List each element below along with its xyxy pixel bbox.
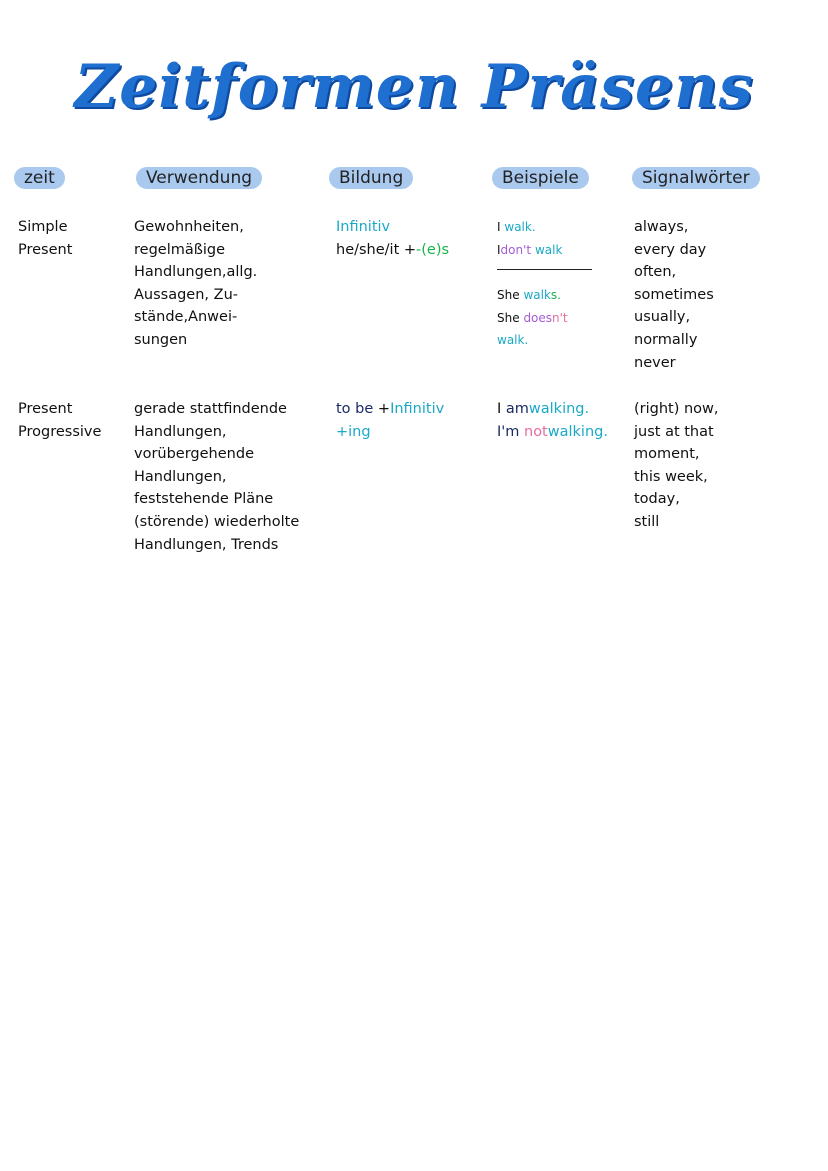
name-line: Simple — [18, 219, 68, 235]
simple-present-name — [18, 216, 72, 261]
bildung-tobe: to be — [336, 401, 374, 417]
signalwort: this week, — [634, 468, 708, 485]
verwendung-line: Handlungen, — [134, 468, 227, 485]
signalwort: still — [634, 513, 660, 530]
word: I'm — [497, 423, 520, 440]
verwendung-line: (störende) wiederholte — [134, 513, 300, 530]
name-line: Present — [18, 401, 73, 417]
verwendung-line: Handlungen, Trends — [134, 536, 279, 553]
bildung-plus: + — [377, 401, 391, 417]
verwendung-line: Handlungen, — [134, 423, 227, 440]
signalwort: sometimes — [634, 286, 714, 303]
bildung-suffix: -(e)s — [416, 241, 450, 258]
word: walk — [523, 288, 551, 302]
verwendung-line: gerade stattfindende — [134, 401, 287, 417]
verwendung-line: regelmäßige — [134, 241, 226, 258]
word: I — [497, 220, 501, 234]
name-line: Progressive — [18, 423, 102, 440]
header-zeit: zeit — [14, 167, 65, 189]
present-progressive-verwendung — [134, 398, 299, 556]
simple-present-bildung — [336, 216, 449, 261]
simple-present-signalwoerter — [634, 216, 714, 374]
word: not — [524, 423, 548, 440]
verwendung-line: sungen — [134, 331, 188, 348]
signalwort: (right) now, — [634, 401, 719, 417]
verwendung-line: Handlungen,allg. — [134, 264, 258, 281]
page-title: Zeitformen Präsens — [74, 52, 754, 122]
beispiel-line: walk. — [497, 333, 529, 348]
present-progressive-bildung — [336, 398, 444, 443]
signalwort: today, — [634, 491, 680, 508]
word: walk — [534, 242, 563, 257]
bildung-plus: + — [403, 241, 417, 258]
bildung-infinitiv: Infinitiv — [390, 401, 445, 417]
word: walking. — [547, 423, 608, 440]
verwendung-line: Gewohnheiten, — [134, 219, 244, 235]
header-verwendung: Verwendung — [136, 167, 262, 189]
word: walk. — [504, 220, 536, 234]
header-beispiele: Beispiele — [492, 167, 589, 189]
word: She — [497, 288, 520, 302]
present-progressive-signalwoerter — [634, 398, 719, 534]
word: She — [497, 310, 520, 325]
verwendung-line: feststehende Pläne — [134, 491, 274, 508]
beispiel-line — [497, 284, 568, 307]
bildung-subject: he/she/it — [336, 241, 400, 258]
signalwort: normally — [634, 331, 698, 348]
simple-present-verwendung — [134, 216, 257, 352]
bildung-line — [336, 398, 444, 421]
signalwort: usually, — [634, 309, 691, 326]
beispiel-line — [497, 421, 608, 444]
name-line: Present — [18, 241, 73, 258]
simple-present-beispiele — [497, 216, 562, 261]
word: n't — [552, 310, 568, 325]
bildung-line — [336, 239, 449, 262]
present-progressive-name — [18, 398, 101, 443]
bildung-line: +ing — [336, 423, 371, 440]
beispiel-line — [497, 398, 608, 421]
signalwort: moment, — [634, 446, 700, 463]
beispiel-line — [497, 307, 568, 330]
header-signalwoerter: Signalwörter — [632, 167, 760, 189]
verwendung-line: vorübergehende — [134, 446, 254, 463]
header-bildung: Bildung — [329, 167, 413, 189]
word: s. — [550, 288, 561, 302]
beispiel-line — [497, 216, 562, 239]
word: does — [523, 310, 553, 325]
word: I — [497, 401, 502, 417]
signalwort: often, — [634, 264, 677, 281]
signalwort: always, — [634, 219, 689, 235]
verwendung-line: Aussagen, Zu- — [134, 286, 238, 303]
signalwort: just at that — [634, 423, 714, 440]
verwendung-line: stände,Anwei- — [134, 309, 238, 326]
divider — [497, 269, 592, 270]
word: walking. — [528, 401, 590, 417]
bildung-line: Infinitiv — [336, 219, 391, 235]
present-progressive-beispiele — [497, 398, 608, 443]
word: am — [505, 401, 529, 417]
signalwort: every day — [634, 241, 707, 258]
signalwort: never — [634, 354, 676, 371]
word: don't — [500, 242, 532, 257]
simple-present-beispiele-she — [497, 284, 568, 352]
beispiel-line — [497, 239, 562, 262]
word: I — [497, 242, 501, 257]
